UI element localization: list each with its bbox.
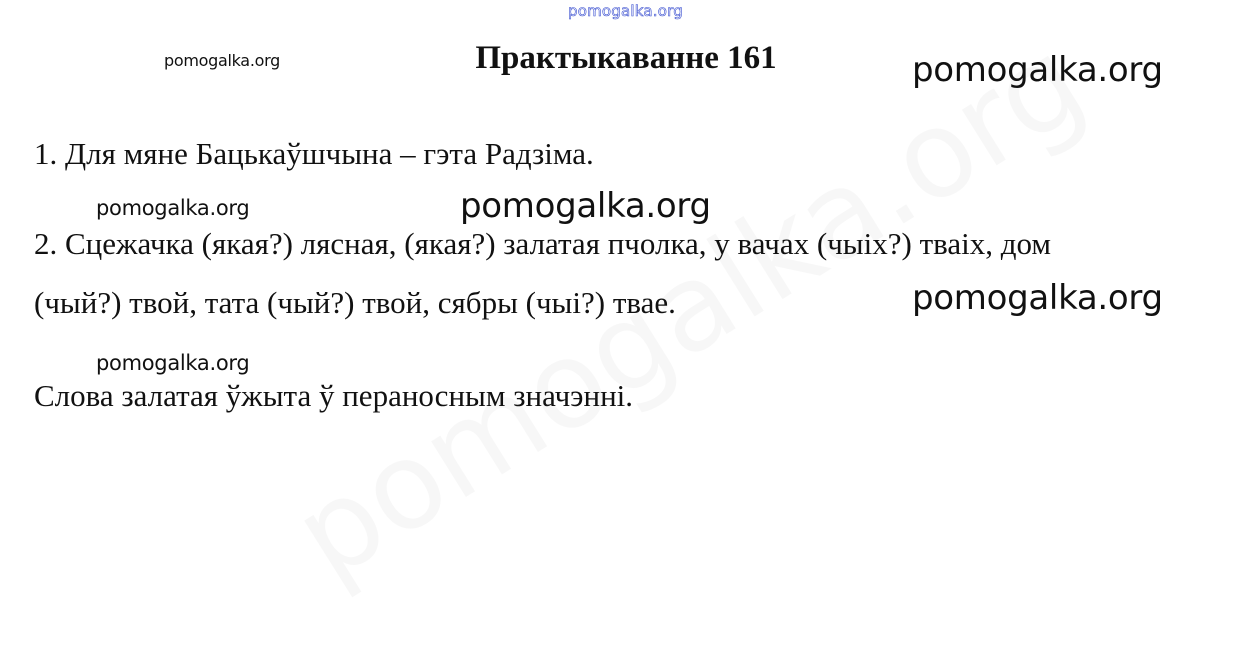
answer-line-1: 1. Для мяне Бацькаўшчына – гэта Радзіма.: [34, 136, 594, 171]
page-title: Практыкаванне 161: [475, 40, 777, 76]
watermark-title-right: pomogalka.org: [912, 50, 1163, 90]
answer-line-3: Слова залатая ўжыта ў пераносным значэнні.: [34, 378, 634, 413]
watermark-title-left: pomogalka.org: [164, 51, 280, 70]
watermark-mid-left: pomogalka.org: [96, 196, 250, 220]
answer-line-2b: (чый?) твой, тата (чый?) твой, сябры (чыі?) тваe.: [34, 285, 676, 320]
top-watermark: pomogalka.org: [568, 2, 683, 20]
watermark-mid-center: pomogalka.org: [460, 186, 711, 226]
watermark-right-middle: pomogalka.org: [912, 278, 1163, 318]
watermark-lower-left: pomogalka.org: [96, 351, 250, 375]
answer-line-2a: 2. Сцежачка (якая?) лясная, (якая?) залатая пчолка, у вачах (чыіх?) тваіх, дом: [34, 226, 1052, 261]
